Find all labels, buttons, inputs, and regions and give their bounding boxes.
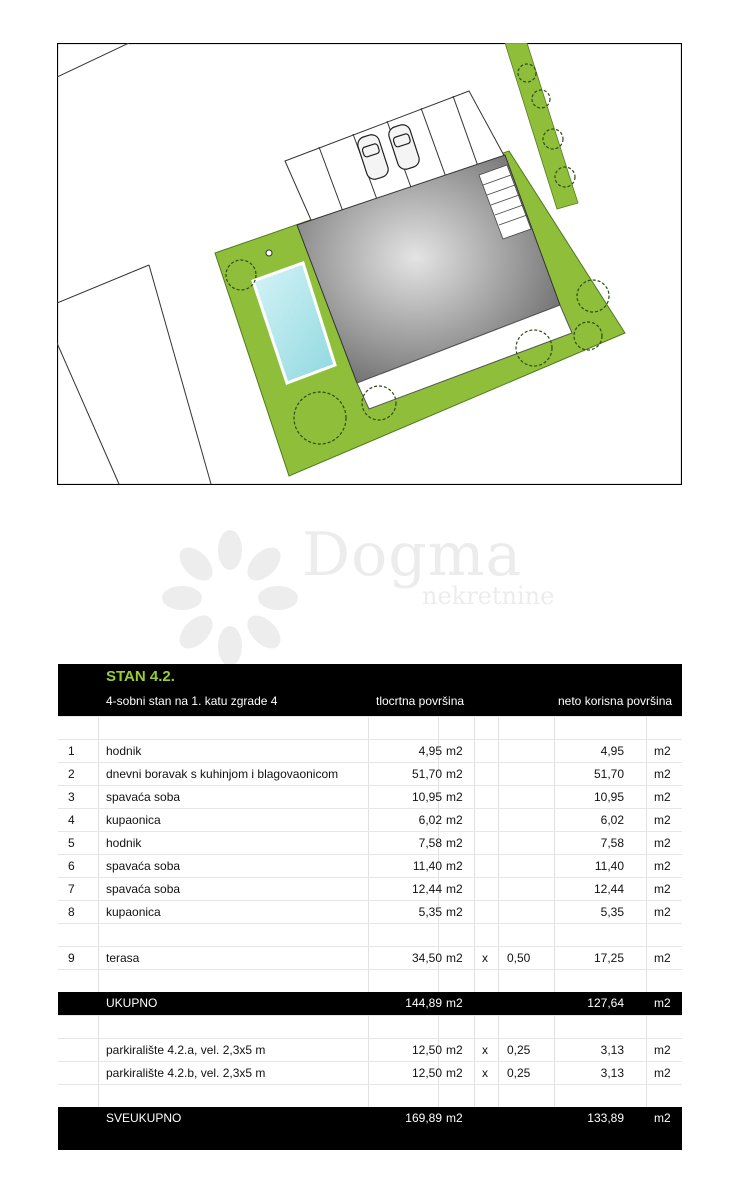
- watermark-brand: Dogma: [302, 520, 523, 590]
- grid-line: [98, 740, 99, 763]
- cell-net-unit: m2: [654, 1111, 671, 1125]
- grid-line: [646, 855, 647, 878]
- cell-unit: m2: [446, 790, 463, 804]
- grid-line: [498, 970, 499, 993]
- grid-line: [474, 1016, 475, 1039]
- cell-unit: m2: [446, 1111, 463, 1125]
- cell-x: x: [482, 1043, 488, 1057]
- grid-line: [438, 717, 439, 740]
- grid-line: [98, 970, 99, 993]
- grid-line: [438, 1016, 439, 1039]
- grid-line: [554, 1016, 555, 1039]
- cell-name: SVEUKUPNO: [106, 1111, 182, 1125]
- grid-line: [368, 970, 369, 993]
- cell-coef: [507, 786, 547, 809]
- grid-line: [646, 832, 647, 855]
- cell-name: spavaća soba: [106, 859, 181, 873]
- cell-net-unit: m2: [654, 859, 671, 873]
- apartment-subtitle: 4-sobni stan na 1. katu zgrade 4: [106, 694, 278, 708]
- grid-line: [554, 1062, 555, 1085]
- grid-line: [646, 786, 647, 809]
- grid-line: [368, 763, 369, 786]
- cell-x: [482, 855, 496, 878]
- watermark: [160, 520, 600, 670]
- grid-line: [368, 901, 369, 924]
- cell-unit: m2: [446, 1066, 463, 1080]
- col-net-area: neto korisna površina: [558, 694, 673, 708]
- cell-coef: [507, 809, 547, 832]
- grid-line: [554, 924, 555, 947]
- grand-total-row: [58, 1107, 682, 1130]
- parking-row: [58, 1038, 682, 1062]
- cell-net-unit: m2: [654, 744, 671, 758]
- cell-area: 12,50: [411, 1043, 442, 1057]
- cell-x: [482, 832, 496, 855]
- grid-line: [438, 924, 439, 947]
- grid-line: [554, 809, 555, 832]
- col-floor-area: tlocrtna površina: [376, 694, 465, 708]
- cell-name: spavaća soba: [106, 882, 181, 896]
- cell-x: [482, 809, 496, 832]
- cell-net: 3,13: [600, 1066, 624, 1080]
- spacer-row: [58, 923, 682, 947]
- grid-line: [498, 809, 499, 832]
- cell-unit: m2: [446, 744, 463, 758]
- cell-net-unit: m2: [654, 1066, 671, 1080]
- cell-x: x: [482, 951, 488, 965]
- cell-area: 144,89: [405, 996, 442, 1010]
- table-row: [58, 900, 682, 924]
- grid-line: [98, 832, 99, 855]
- grid-line: [554, 855, 555, 878]
- grid-line: [368, 947, 369, 970]
- grid-line: [98, 1016, 99, 1039]
- area-table: [58, 664, 682, 1150]
- grid-line: [646, 1085, 647, 1108]
- cell-x: x: [482, 1066, 488, 1080]
- cell-coef: [507, 878, 547, 901]
- grid-line: [498, 878, 499, 901]
- grid-line: [98, 924, 99, 947]
- grid-line: [554, 1085, 555, 1108]
- grid-line: [368, 1062, 369, 1085]
- cell-net: 17,25: [593, 951, 624, 965]
- cell-name: parkiralište 4.2.a, vel. 2,3x5 m: [106, 1043, 266, 1057]
- cell-net: 5,35: [600, 905, 624, 919]
- grid-line: [554, 717, 555, 740]
- grid-line: [98, 878, 99, 901]
- grid-line: [368, 1039, 369, 1062]
- grid-line: [368, 809, 369, 832]
- cell-no: 5: [68, 836, 75, 850]
- grid-line: [646, 878, 647, 901]
- table-row: [58, 762, 682, 786]
- cell-x: [482, 878, 496, 901]
- cell-name: UKUPNO: [106, 996, 158, 1010]
- grid-line: [498, 740, 499, 763]
- spacer-row: [58, 1084, 682, 1108]
- cell-net-unit: m2: [654, 836, 671, 850]
- cell-no: 6: [68, 859, 75, 873]
- grid-line: [646, 947, 647, 970]
- watermark-tagline: nekretnine: [422, 582, 555, 610]
- cell-net: 133,89: [587, 1111, 624, 1125]
- grid-line: [368, 1085, 369, 1108]
- spacer-row: [58, 716, 682, 740]
- cell-x: [482, 901, 496, 924]
- apartment-title: STAN 4.2.: [106, 668, 175, 685]
- grid-line: [646, 1039, 647, 1062]
- grid-line: [98, 1085, 99, 1108]
- cell-net: 12,44: [593, 882, 624, 896]
- cell-x: [482, 740, 496, 763]
- cell-net: 11,40: [594, 859, 624, 873]
- cell-unit: m2: [446, 836, 463, 850]
- cell-net: 127,64: [587, 996, 624, 1010]
- grid-line: [554, 1039, 555, 1062]
- grid-line: [438, 970, 439, 993]
- cell-unit: m2: [446, 813, 463, 827]
- grid-line: [368, 924, 369, 947]
- grid-line: [646, 901, 647, 924]
- cell-area: 169,89: [405, 1111, 442, 1125]
- cell-unit: m2: [446, 996, 463, 1010]
- cell-name: terasa: [106, 951, 140, 965]
- grid-line: [554, 740, 555, 763]
- grid-line: [554, 786, 555, 809]
- grid-line: [474, 970, 475, 993]
- grid-line: [498, 1016, 499, 1039]
- grid-line: [498, 901, 499, 924]
- grid-line: [554, 901, 555, 924]
- grid-line: [368, 740, 369, 763]
- cell-coef: [507, 832, 547, 855]
- grid-line: [368, 786, 369, 809]
- grid-line: [438, 1085, 439, 1108]
- grid-line: [368, 832, 369, 855]
- cell-no: 7: [68, 882, 75, 896]
- cell-name: hodnik: [106, 836, 142, 850]
- cell-name: kupaonica: [106, 813, 161, 827]
- cell-coef: [507, 855, 547, 878]
- table-row: [58, 785, 682, 809]
- grid-line: [98, 786, 99, 809]
- grid-line: [98, 763, 99, 786]
- grid-line: [474, 1085, 475, 1108]
- grid-line: [554, 947, 555, 970]
- cell-area: 7,58: [418, 836, 442, 850]
- table-row: [58, 877, 682, 901]
- grid-line: [368, 1016, 369, 1039]
- grid-line: [554, 970, 555, 993]
- grid-line: [498, 1085, 499, 1108]
- table-header: [58, 664, 682, 716]
- grid-line: [646, 809, 647, 832]
- grid-line: [646, 924, 647, 947]
- cell-net-unit: m2: [654, 1043, 671, 1057]
- table-row: [58, 808, 682, 832]
- grid-line: [646, 1016, 647, 1039]
- cell-name: spavaća soba: [106, 790, 181, 804]
- cell-no: 9: [68, 951, 75, 965]
- table-row: [58, 831, 682, 855]
- grid-line: [646, 763, 647, 786]
- cell-name: dnevni boravak s kuhinjom i blagovaonicom: [106, 767, 339, 781]
- cell-no: 3: [68, 790, 75, 804]
- cell-net-unit: m2: [654, 951, 671, 965]
- cell-no: 4: [68, 813, 75, 827]
- cell-coef: [507, 901, 547, 924]
- cell-coef: 0,50: [507, 951, 531, 965]
- cell-unit: m2: [446, 905, 463, 919]
- cell-name: hodnik: [106, 744, 142, 758]
- cell-coef: 0,25: [507, 1043, 531, 1057]
- grid-line: [474, 717, 475, 740]
- grid-line: [498, 947, 499, 970]
- grid-line: [98, 717, 99, 740]
- cell-unit: m2: [446, 859, 463, 873]
- grid-line: [646, 1062, 647, 1085]
- logo-icon: [160, 528, 300, 668]
- grid-line: [498, 924, 499, 947]
- cell-area: 12,44: [411, 882, 442, 896]
- cell-net-unit: m2: [654, 767, 671, 781]
- cell-x: [482, 786, 496, 809]
- cell-no: 8: [68, 905, 75, 919]
- cell-net: 6,02: [600, 813, 624, 827]
- grid-line: [554, 878, 555, 901]
- table-row: [58, 946, 682, 970]
- grid-line: [368, 717, 369, 740]
- grid-line: [554, 763, 555, 786]
- cell-net-unit: m2: [654, 790, 671, 804]
- cell-net-unit: m2: [654, 882, 671, 896]
- grid-line: [498, 786, 499, 809]
- cell-unit: m2: [446, 951, 463, 965]
- cell-coef: [507, 740, 547, 763]
- cell-net: 4,95: [600, 744, 624, 758]
- cell-area: 5,35: [418, 905, 442, 919]
- grid-line: [498, 1062, 499, 1085]
- cell-area: 4,95: [418, 744, 442, 758]
- grid-line: [368, 855, 369, 878]
- cell-x: [482, 763, 496, 786]
- grid-line: [98, 1039, 99, 1062]
- grid-line: [498, 832, 499, 855]
- cell-name: kupaonica: [106, 905, 161, 919]
- cell-net-unit: m2: [654, 996, 671, 1010]
- grid-line: [98, 855, 99, 878]
- grid-line: [554, 832, 555, 855]
- grid-line: [646, 740, 647, 763]
- cell-unit: m2: [446, 1043, 463, 1057]
- cell-net: 7,58: [600, 836, 624, 850]
- cell-area: 11,40: [412, 859, 442, 873]
- grid-line: [474, 924, 475, 947]
- grid-line: [498, 763, 499, 786]
- table-row: [58, 739, 682, 763]
- cell-net: 10,95: [593, 790, 624, 804]
- cell-area: 12,50: [411, 1066, 442, 1080]
- table-row: [58, 854, 682, 878]
- cell-unit: m2: [446, 767, 463, 781]
- cell-net: 3,13: [600, 1043, 624, 1057]
- cell-net-unit: m2: [654, 813, 671, 827]
- grid-line: [498, 1039, 499, 1062]
- grid-line: [98, 1062, 99, 1085]
- cell-unit: m2: [446, 882, 463, 896]
- cell-coef: [507, 763, 547, 786]
- grid-line: [646, 970, 647, 993]
- cell-no: 2: [68, 767, 75, 781]
- cell-coef: 0,25: [507, 1066, 531, 1080]
- cell-area: 34,50: [411, 951, 442, 965]
- cell-net-unit: m2: [654, 905, 671, 919]
- grid-line: [98, 809, 99, 832]
- grid-line: [498, 855, 499, 878]
- cell-no: 1: [68, 744, 75, 758]
- spacer-row: [58, 1015, 682, 1039]
- grid-line: [646, 717, 647, 740]
- site-plan: [57, 43, 682, 485]
- grid-line: [368, 878, 369, 901]
- cell-area: 6,02: [418, 813, 442, 827]
- total-row: [58, 992, 682, 1015]
- cell-name: parkiralište 4.2.b, vel. 2,3x5 m: [106, 1066, 266, 1080]
- cell-area: 10,95: [411, 790, 442, 804]
- parking-row: [58, 1061, 682, 1085]
- grid-line: [98, 901, 99, 924]
- grid-line: [498, 717, 499, 740]
- cell-area: 51,70: [411, 767, 442, 781]
- cell-net: 51,70: [593, 767, 624, 781]
- grid-line: [98, 947, 99, 970]
- spacer-row: [58, 969, 682, 993]
